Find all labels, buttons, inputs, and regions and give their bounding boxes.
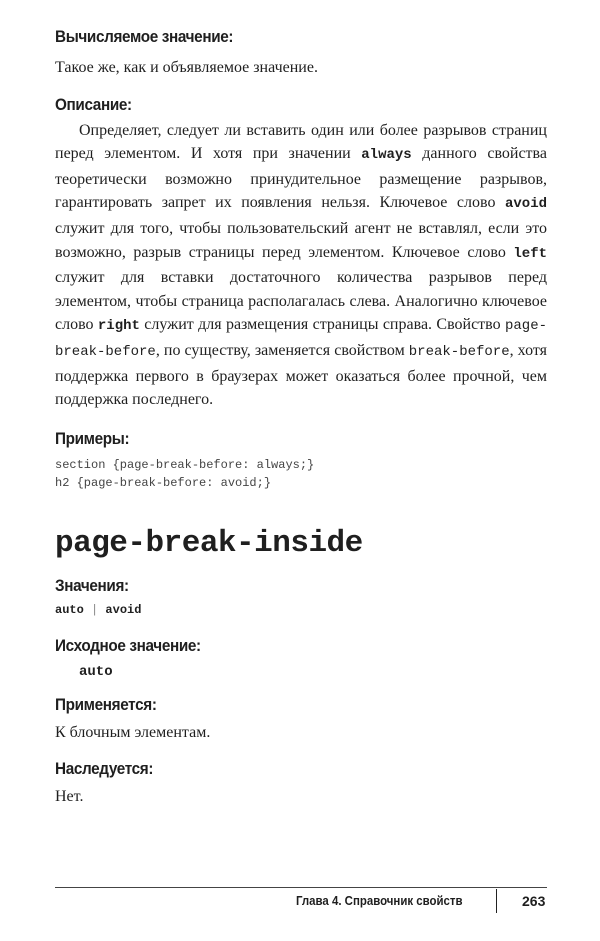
desc-part: , по существу, заменяется свойством: [155, 341, 409, 359]
computed-text: Такое же, как и объявляемое значение.: [55, 59, 318, 76]
applies-heading: Применяется:: [55, 694, 157, 714]
example-line: section {page-break-before: always;}: [55, 457, 315, 472]
value-avoid: avoid: [105, 602, 142, 617]
footer-separator: [496, 889, 497, 913]
values-heading: Значения:: [55, 575, 129, 595]
value-auto: auto: [55, 602, 84, 617]
description-heading: Описание:: [55, 94, 132, 114]
keyword-left: left: [513, 245, 547, 262]
inherited-text: Нет.: [55, 788, 84, 806]
desc-part: данного свойства теоретически возможно принудительное размещение разрывов, гарантировать запрет их появления нельзя. Ключевое слово: [55, 145, 547, 212]
footer-rule: [55, 887, 547, 888]
page-number: 263: [522, 893, 546, 909]
examples-heading: Примеры:: [55, 428, 130, 448]
desc-part: Определяет, следует ли вставить один или более разрывов страниц перед элементом. И хотя при значении: [55, 121, 547, 163]
keyword-avoid: avoid: [504, 196, 547, 213]
applies-text: К блочным элементам.: [55, 723, 211, 741]
values-list: [55, 603, 547, 617]
initial-value: auto: [79, 663, 113, 680]
property-title: page-break-inside: [55, 525, 363, 561]
value-separator: |: [91, 602, 99, 617]
footer-chapter: Глава 4. Справочник свойств: [296, 893, 463, 908]
desc-part: служит для вставки достаточного количества разрывов перед элементом, чтобы страница располагалась слева. Аналогично ключевое слово: [55, 269, 547, 334]
desc-part: служит для того, чтобы пользовательский агент не вставлял, если это возможно, разрыв страницы перед элементом. Ключевое слово: [55, 219, 547, 261]
description-text: [55, 119, 547, 412]
keyword-always: always: [361, 147, 412, 164]
property-break-before: break-before: [408, 343, 510, 360]
computed-heading: Вычисляемое значение:: [55, 27, 234, 46]
property-page-break-before: page-break-before: [55, 318, 547, 360]
page-content: [55, 20, 547, 809]
keyword-right: right: [97, 318, 140, 335]
example-line: h2 {page-break-before: avoid;}: [55, 475, 272, 490]
desc-part: служит для размещения страницы справа. Свойство: [139, 316, 505, 334]
desc-part: , хотя поддержка первого в браузерах может оказаться более прочной, чем поддержка последнего.: [55, 341, 548, 409]
initial-heading: Исходное значение:: [55, 635, 201, 655]
inherited-heading: Наследуется:: [55, 759, 154, 779]
